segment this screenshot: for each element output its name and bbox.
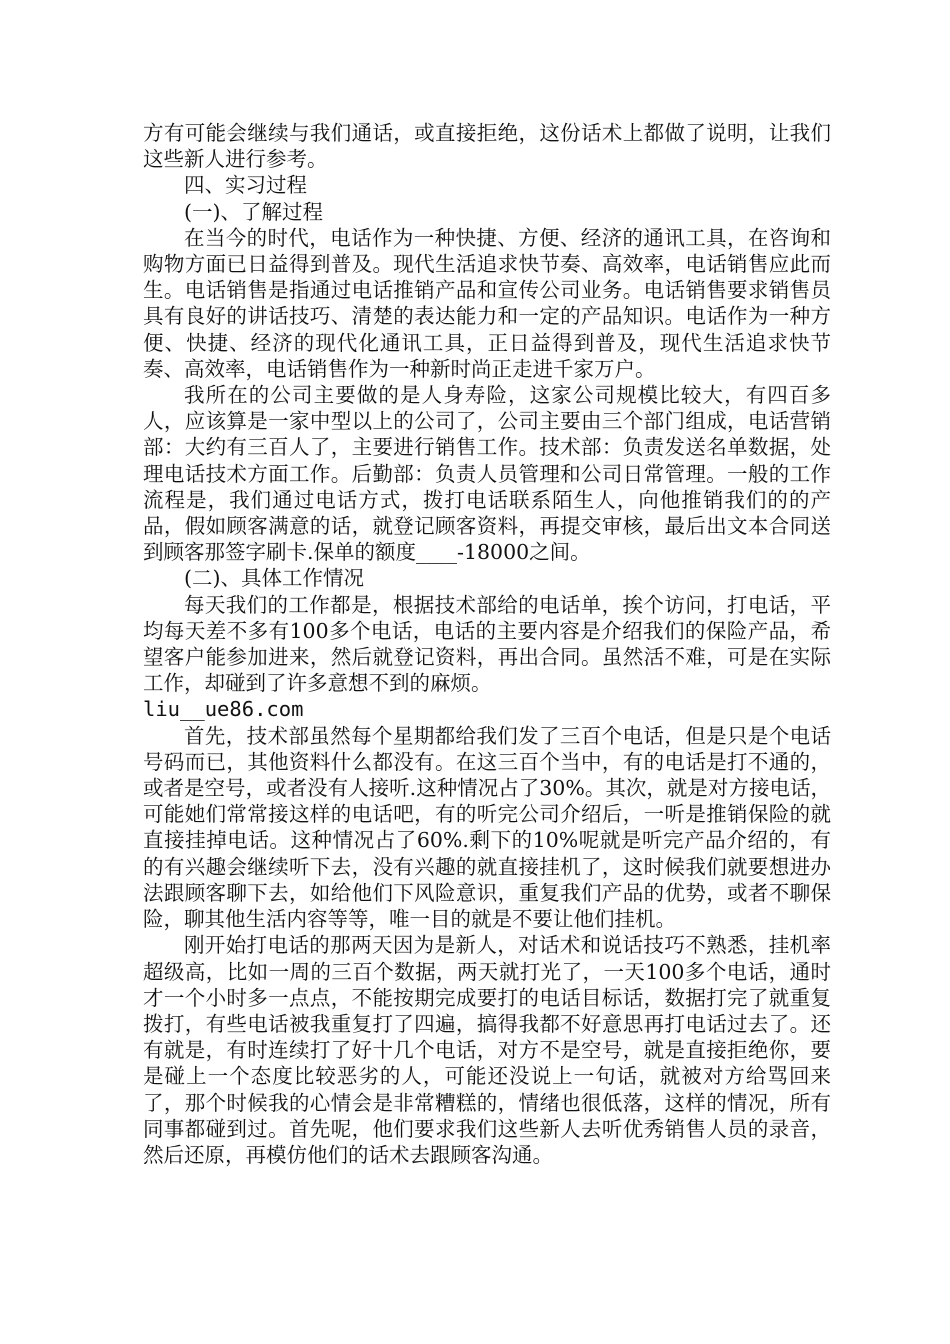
watermark-url-text: liu__ue86.com	[143, 697, 304, 722]
paragraph-telephone-sales-intro: 在当今的时代，电话作为一种快捷、方便、经济的通讯工具，在咨询和购物方面已日益得到普及。现代生活追求快节奏、高效率，电话销售应此而生。电话销售是指通过电话推销产品和宣传公司业务。电话销售要求销售员具有良好的讲话技巧、清楚的表达能力和一定的产品知识。电话作为一种方便、快捷、经济的现代化通讯工具，正日益得到普及，现代生活追求快节奏、高效率，电话销售作为一种新时尚正走进千家万户。	[143, 225, 831, 381]
document-body	[143, 120, 831, 1168]
paragraph-daily-work: 每天我们的工作都是，根据技术部给的电话单，挨个访问，打电话，平均每天差不多有100多个电话，电话的主要内容是介绍我们的保险产品，希望客户能参加进来，然后就登记资料，再出合同。虽然活不难，可是在实际工作，却碰到了许多意想不到的麻烦。	[143, 592, 831, 696]
paragraph-call-statistics: 首先，技术部虽然每个星期都给我们发了三百个电话，但是只是个电话号码而已，其他资料什么都没有。在这三百个当中，有的电话是打不通的，或者是空号，或者没有人接听.这种情况占了30%。其次，就是对方接电话，可能她们常常接这样的电话吧，有的听完公司介绍后，一听是推销保险的就直接挂掉电话。这种情况占了60%.剩下的10%呢就是听完产品介绍的，有的有兴趣会继续听下去，没有兴趣的就直接挂机了，这时候我们就要想进办法跟顾客聊下去，如给他们下风险意识，重复我们产品的优势，或者不聊保险，聊其他生活内容等等，唯一目的就是不要让他们挂机。	[143, 723, 831, 932]
paragraph-new-employee-experience: 刚开始打电话的那两天因为是新人，对话术和说话技巧不熟悉，挂机率超级高，比如一周的三百个数据，两天就打光了，一天100多个电话，通时才一个小时多一点点，不能按期完成要打的电话目标话，数据打完了就重复拨打，有些电话被我重复打了四遍，搞得我都不好意思再打电话过去了。还有就是，有时连续打了好十几个电话，对方不是空号，就是直接拒绝你，要是碰上一个态度比较恶劣的人，可能还没说上一句话，就被对方给骂回来了，那个时候我的心情会是非常糟糕的，情绪也很低落，这样的情况，所有同事都碰到过。首先呢，他们要求我们这些新人去听优秀销售人员的录音，然后还原，再模仿他们的话术去跟顾客沟通。	[143, 933, 831, 1167]
section-heading-internship-process: 四、实习过程	[184, 173, 307, 198]
subsection-heading-understanding: (一)、了解过程	[184, 199, 323, 224]
paragraph-company-description: 我所在的公司主要做的是人身寿险，这家公司规模比较大，有四百多人，应该算是一家中型以上的公司了，公司主要由三个部门组成，电话营销部：大约有三百人了，主要进行销售工作。技术部：负责发送名单数据，处理电话技术方面工作。后勤部：负责人员管理和公司日常管理。一般的工作流程是，我们通过电话方式，拨打电话联系陌生人，向他推销我们的的产品，假如顾客满意的话，就登记顾客资料，再提交审核，最后出文本合同送到顾客那签字刷卡.保单的额度____-18000之间。	[143, 383, 831, 565]
subsection-heading-work-details: (二)、具体工作情况	[184, 566, 364, 591]
paragraph-continuation: 方有可能会继续与我们通话，或直接拒绝，这份话术上都做了说明，让我们这些新人进行参考。	[143, 121, 831, 172]
